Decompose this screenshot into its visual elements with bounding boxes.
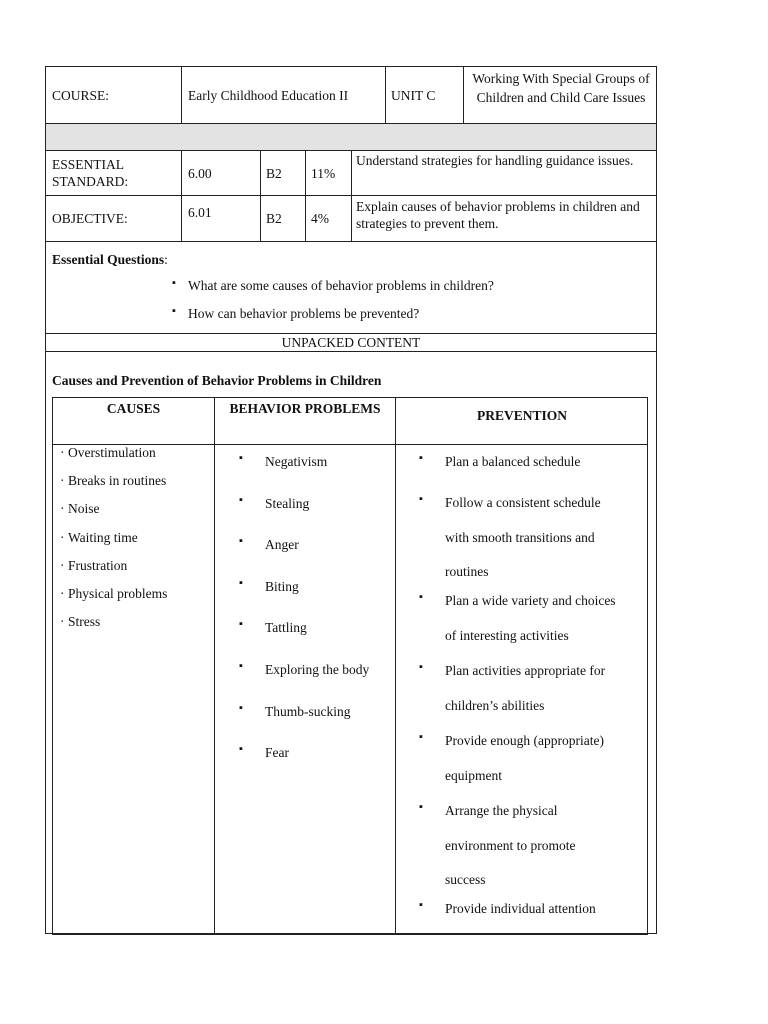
prevention-item-line: Provide enough (appropriate) [445, 733, 604, 748]
middle-dot-icon: · [60, 586, 65, 601]
bullet-icon: ▪ [239, 535, 243, 548]
cause-item: Physical problems [68, 586, 168, 601]
bullet-icon: ▪ [239, 576, 243, 589]
standards-document [45, 66, 657, 934]
row-divider [46, 241, 656, 242]
unit-label: UNIT C [391, 88, 436, 103]
objective-description: Explain causes of behavior problems in children and strategies to prevent them. [356, 199, 640, 231]
bullet-icon: ▪ [239, 660, 243, 672]
behavior-problem-item: Stealing [265, 495, 310, 511]
col-divider [260, 150, 261, 241]
bullet-icon: ▪ [419, 661, 423, 673]
prevention-item-line: Provide individual attention [445, 901, 596, 916]
cause-item: Overstimulation [68, 445, 156, 460]
col-divider [305, 150, 306, 241]
header-causes: CAUSES [106, 401, 161, 416]
bullet-icon: ▪ [239, 743, 243, 756]
bullet-icon: ▪ [419, 493, 423, 505]
objective-code: B2 [266, 211, 282, 226]
section-title: Causes and Prevention of Behavior Problems in Children [52, 373, 382, 388]
essential-questions-heading [52, 251, 168, 268]
cause-item: Breaks in routines [68, 473, 167, 489]
middle-dot-icon: · [60, 473, 65, 489]
prevention-item-line: Arrange the physical [445, 803, 558, 818]
behavior-problem-item: Biting [265, 578, 299, 594]
essential-questions-title: Essential Questions [52, 252, 165, 267]
header-prevention: PREVENTION [476, 408, 567, 423]
bullet-icon: ▪ [419, 899, 423, 911]
middle-dot-icon: · [60, 614, 65, 630]
prevention-item-line: Plan activities appropriate for [445, 663, 606, 678]
middle-dot-icon: · [60, 501, 65, 517]
course-value: Early Childhood Education II [188, 88, 349, 103]
behavior-problem-item: Thumb-sucking [265, 703, 351, 719]
standard-description: Understand strategies for handling guidance issues. [356, 153, 634, 168]
shaded-row [46, 124, 656, 150]
bullet-icon: ▪ [419, 452, 423, 464]
prevention-item-line: of interesting activities [445, 627, 569, 643]
prevention-item-line: Plan a wide variety and choices [445, 593, 616, 608]
unit-title: Working With Special Groups of Children and Child Care Issues [472, 71, 650, 105]
bullet-icon: ▪ [239, 493, 243, 506]
bullet-icon: ▪ [172, 277, 176, 289]
prevention-item-line: environment to promote [445, 837, 576, 853]
header-behavior-problems: BEHAVIOR PROBLEMS [229, 401, 381, 416]
prevention-item-line: routines [445, 564, 489, 579]
col-divider [385, 67, 386, 123]
behavior-problem-item: Negativism [265, 454, 328, 469]
col-divider [351, 150, 352, 241]
table-col-divider [395, 398, 396, 933]
standard-percent: 11% [311, 166, 336, 181]
row-divider [46, 351, 656, 352]
essential-question-2: How can behavior problems be prevented? [188, 306, 420, 321]
cause-item: Waiting time [68, 529, 138, 545]
essential-question-1: What are some causes of behavior problems in children? [188, 278, 494, 293]
table-col-divider [214, 398, 215, 933]
prevention-item-line: Follow a consistent schedule [445, 495, 601, 510]
prevention-item-line: Plan a balanced schedule [445, 454, 581, 469]
causes-prevention-table [52, 397, 648, 934]
col-divider [181, 67, 182, 123]
standard-number: 6.00 [188, 166, 212, 181]
behavior-problem-item: Fear [265, 745, 289, 761]
essential-questions-colon: : [164, 252, 168, 267]
prevention-item-line: success [445, 872, 486, 887]
bullet-icon: ▪ [239, 452, 243, 464]
course-label: COURSE: [52, 88, 110, 103]
unpacked-content-label: UNPACKED CONTENT [281, 335, 421, 350]
cause-item: Noise [68, 501, 100, 517]
standard-label: ESSENTIAL STANDARD: [52, 157, 129, 189]
bullet-icon: ▪ [239, 618, 243, 631]
bullet-icon: ▪ [419, 731, 423, 743]
bullet-icon: ▪ [239, 701, 243, 714]
middle-dot-icon: · [60, 445, 65, 460]
standard-code: B2 [266, 166, 282, 181]
bullet-icon: ▪ [419, 801, 423, 813]
behavior-problem-item: Exploring the body [265, 662, 370, 677]
objective-label: OBJECTIVE: [52, 211, 128, 226]
objective-percent: 4% [311, 211, 329, 226]
bullet-icon: ▪ [419, 591, 423, 603]
objective-number: 6.01 [188, 205, 212, 220]
behavior-problem-item: Anger [265, 537, 299, 553]
middle-dot-icon: · [60, 529, 65, 545]
table-bottom-rule [52, 933, 648, 935]
cause-item: Frustration [68, 557, 128, 573]
col-divider [463, 67, 464, 123]
prevention-item-line: children’s abilities [445, 697, 545, 713]
behavior-problem-item: Tattling [265, 620, 307, 636]
prevention-item-line: equipment [445, 767, 502, 783]
col-divider [181, 150, 182, 241]
middle-dot-icon: · [60, 557, 65, 573]
cause-item: Stress [68, 614, 101, 630]
prevention-item-line: with smooth transitions and [445, 529, 595, 545]
bullet-icon: ▪ [172, 305, 176, 317]
